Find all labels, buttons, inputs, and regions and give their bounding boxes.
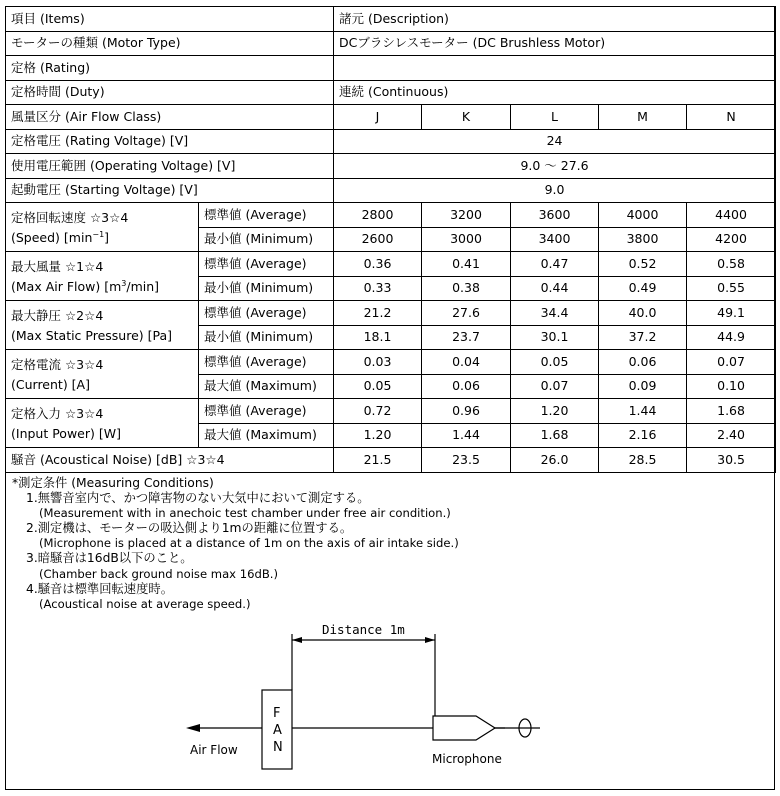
air-flow-min-j: 0.33 (334, 276, 422, 301)
note-3-jp: 3.暗騒音は16dB以下のこと。 (26, 551, 193, 566)
class-k: K (422, 105, 511, 130)
speed-min-j: 2600 (334, 227, 422, 252)
noise-j: 21.5 (334, 448, 422, 473)
noise-k: 23.5 (422, 448, 511, 473)
air-flow-avg-m: 0.52 (599, 252, 687, 277)
air-flow-sub-average: 標準値 (Average) (199, 252, 334, 277)
speed-label-jp: 定格回転速度 ☆3☆4 (11, 210, 129, 226)
note-1-jp: 1.無響音室内で、かつ障害物のない大気中において測定する。 (26, 491, 370, 506)
note-2-jp: 2.測定機は、モーターの吸込側より1mの距離に位置する。 (26, 521, 353, 536)
input-power-label-jp: 定格入力 ☆3☆4 (11, 406, 104, 422)
air-flow-min-l: 0.44 (511, 276, 599, 301)
notes-title: *測定条件 (Measuring Conditions) (12, 476, 214, 490)
air-flow-label-en: (Max Air Flow) [m (11, 278, 122, 294)
static-pressure-avg-k: 27.6 (422, 301, 511, 326)
input-power-label-en: (Input Power) [W] (11, 425, 121, 441)
static-pressure-min-m: 37.2 (599, 325, 687, 350)
speed-sub-minimum: 最小値 (Minimum) (199, 227, 334, 252)
microphone-label: Microphone (432, 752, 502, 766)
input-power-avg-l: 1.20 (511, 399, 599, 424)
dimension-arrow-left (292, 637, 302, 643)
duty-label: 定格時間 (Duty) (6, 80, 334, 105)
operating-voltage-value: 9.0 ～ 27.6 (334, 154, 776, 179)
noise-n: 30.5 (687, 448, 776, 473)
current-avg-m: 0.06 (599, 350, 687, 375)
current-avg-n: 0.07 (687, 350, 776, 375)
speed-min-n: 4200 (687, 227, 776, 252)
air-flow-avg-j: 0.36 (334, 252, 422, 277)
air-flow-label-jp: 最大風量 ☆1☆4 (11, 259, 104, 275)
input-power-avg-m: 1.44 (599, 399, 687, 424)
speed-avg-l: 3600 (511, 203, 599, 228)
current-label-en: (Current) [A] (11, 376, 90, 392)
input-power-max-k: 1.44 (422, 423, 511, 448)
air-flow-min-k: 0.38 (422, 276, 511, 301)
input-power-max-n: 2.40 (687, 423, 776, 448)
input-power-avg-n: 1.68 (687, 399, 776, 424)
header-description: 諸元 (Description) (334, 7, 776, 32)
input-power-avg-k: 0.96 (422, 399, 511, 424)
static-pressure-avg-l: 34.4 (511, 301, 599, 326)
starting-voltage-label: 起動電圧 (Starting Voltage) [V] (6, 178, 334, 203)
rating-label: 定格 (Rating) (6, 56, 334, 81)
air-flow-avg-k: 0.41 (422, 252, 511, 277)
operating-voltage-label: 使用電圧範囲 (Operating Voltage) [V] (6, 154, 334, 179)
rating-voltage-value: 24 (334, 129, 776, 154)
current-avg-l: 0.05 (511, 350, 599, 375)
speed-avg-m: 4000 (599, 203, 687, 228)
input-power-sub-average: 標準値 (Average) (199, 399, 334, 424)
air-flow-min-n: 0.55 (687, 276, 776, 301)
starting-voltage-value: 9.0 (334, 178, 776, 203)
motor-type-value: DCブラシレスモーター (DC Brushless Motor) (334, 31, 776, 56)
rating-voltage-label: 定格電圧 (Rating Voltage) [V] (6, 129, 334, 154)
static-pressure-sub-minimum: 最小値 (Minimum) (199, 325, 334, 350)
dimension-arrow-right (425, 637, 435, 643)
speed-avg-j: 2800 (334, 203, 422, 228)
fan-letter-a: A (273, 723, 282, 738)
air-flow-avg-l: 0.47 (511, 252, 599, 277)
input-power-sub-maximum: 最大値 (Maximum) (199, 423, 334, 448)
input-power-avg-j: 0.72 (334, 399, 422, 424)
air-flow-label: Air Flow (190, 743, 238, 757)
fan-letter-f: F (273, 706, 281, 721)
speed-avg-n: 4400 (687, 203, 776, 228)
speed-avg-k: 3200 (422, 203, 511, 228)
note-1-en: (Measurement with in anechoic test chamber under free air condition.) (39, 506, 451, 521)
air-flow-avg-n: 0.58 (687, 252, 776, 277)
note-4-en: (Acoustical noise at average speed.) (39, 596, 251, 611)
current-avg-j: 0.03 (334, 350, 422, 375)
static-pressure-min-n: 44.9 (687, 325, 776, 350)
static-pressure-label-en: (Max Static Pressure) [Pa] (11, 327, 173, 343)
speed-sub-average: 標準値 (Average) (199, 203, 334, 228)
speed-min-m: 3800 (599, 227, 687, 252)
static-pressure-sub-average: 標準値 (Average) (199, 301, 334, 326)
current-avg-k: 0.04 (422, 350, 511, 375)
current-sub-average: 標準値 (Average) (199, 350, 334, 375)
note-2-en: (Microphone is placed at a distance of 1m on the axis of air intake side.) (39, 536, 459, 551)
speed-min-l: 3400 (511, 227, 599, 252)
static-pressure-min-j: 18.1 (334, 325, 422, 350)
noise-m: 28.5 (599, 448, 687, 473)
current-sub-maximum: 最大値 (Maximum) (199, 374, 334, 399)
current-label-jp: 定格電流 ☆3☆4 (11, 357, 104, 373)
class-n: N (687, 105, 776, 130)
class-m: M (599, 105, 687, 130)
class-l: L (511, 105, 599, 130)
noise-l: 26.0 (511, 448, 599, 473)
static-pressure-avg-n: 49.1 (687, 301, 776, 326)
speed-min-k: 3000 (422, 227, 511, 252)
air-flow-label-sup: 3 (121, 278, 127, 288)
air-flow-sub-minimum: 最小値 (Minimum) (199, 276, 334, 301)
current-max-m: 0.09 (599, 374, 687, 399)
duty-value: 連続 (Continuous) (334, 80, 776, 105)
microphone-shape (433, 716, 495, 740)
air-flow-label-end: /min] (126, 278, 160, 294)
header-items: 項目 (Items) (6, 7, 334, 32)
current-max-j: 0.05 (334, 374, 422, 399)
input-power-max-l: 1.68 (511, 423, 599, 448)
motor-type-label: モーターの種類 (Motor Type) (6, 31, 334, 56)
current-max-n: 0.10 (687, 374, 776, 399)
noise-label: 騒音 (Acoustical Noise) [dB] ☆3☆4 (6, 448, 334, 473)
current-max-k: 0.06 (422, 374, 511, 399)
input-power-max-m: 2.16 (599, 423, 687, 448)
input-power-max-j: 1.20 (334, 423, 422, 448)
air-flow-min-m: 0.49 (599, 276, 687, 301)
static-pressure-min-l: 30.1 (511, 325, 599, 350)
static-pressure-avg-m: 40.0 (599, 301, 687, 326)
current-max-l: 0.07 (511, 374, 599, 399)
note-4-jp: 4.騒音は標準回転速度時。 (26, 581, 173, 596)
air-flow-class-label: 風量区分 (Air Flow Class) (6, 105, 334, 130)
static-pressure-min-k: 23.7 (422, 325, 511, 350)
static-pressure-label-jp: 最大静圧 ☆2☆4 (11, 308, 104, 324)
class-j: J (334, 105, 422, 130)
speed-label-en: (Speed) [min (11, 229, 93, 245)
note-3-en: (Chamber back ground noise max 16dB.) (39, 566, 278, 581)
speed-label-end: ] (104, 229, 110, 245)
distance-label: Distance 1m (322, 622, 405, 637)
static-pressure-avg-j: 21.2 (334, 301, 422, 326)
speed-label-sup: −1 (92, 229, 105, 239)
fan-letter-n: N (273, 740, 283, 755)
air-flow-arrow-icon (186, 724, 200, 732)
